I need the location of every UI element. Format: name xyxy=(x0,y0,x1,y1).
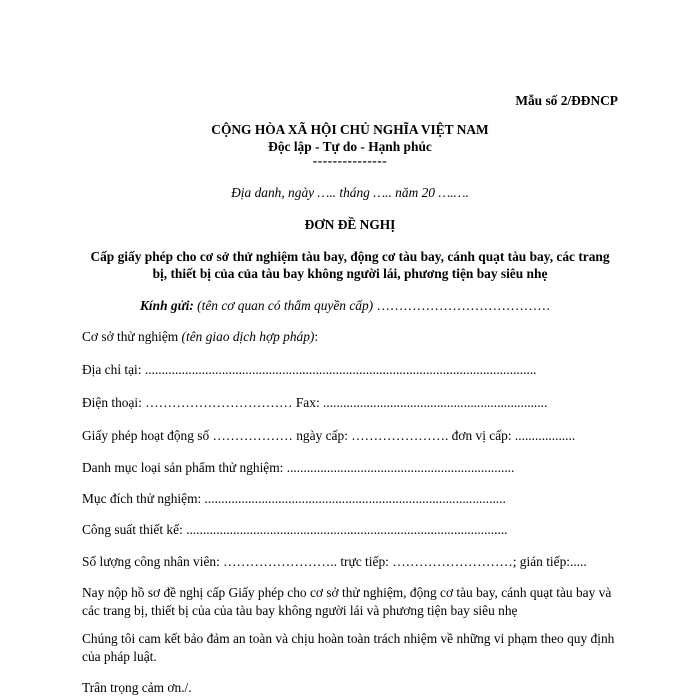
document-subject: Cấp giấy phép cho cơ sở thử nghiệm tàu bay, động cơ tàu bay, cánh quạt tàu bay, các trang bị, thiết bị của của tàu bay không người lái, phương tiện bay siêu nhẹ xyxy=(90,249,610,281)
closing-line: Trân trọng cảm ơn./. xyxy=(82,680,192,695)
recipient-line xyxy=(140,297,551,315)
recipient-hint: (tên cơ quan có thẩm quyền cấp) xyxy=(197,298,374,313)
place-date-line: Địa danh, ngày ….. tháng ….. năm 20 ….…. xyxy=(231,185,469,200)
staff-count-field: Số lượng công nhân viên: …………………….. trực tiếp: ………………………; gián tiếp:..... xyxy=(82,554,587,569)
national-title: CỘNG HÒA XÃ HỘI CHỦ NGHĨA VIỆT NAM xyxy=(211,122,489,137)
form-code: Mẫu số 2/ĐĐNCP xyxy=(515,93,618,108)
recipient-label: Kính gửi: xyxy=(140,298,194,313)
phone-fax-field: Điện thoại: …………………………… Fax: ................................................................... xyxy=(82,395,548,410)
document-title: ĐƠN ĐỀ NGHỊ xyxy=(304,217,396,232)
product-list-field: Danh mục loại sản phẩm thử nghiệm: .................................................................... xyxy=(82,460,515,475)
recipient-dots: ………………………………… xyxy=(373,298,551,313)
license-field: Giấy phép hoạt động số ……………… ngày cấp: …………………. đơn vị cấp: .................. xyxy=(82,428,576,443)
national-motto: Độc lập - Tự do - Hạnh phúc xyxy=(268,139,432,154)
address-field: Địa chỉ tại: ..................................................................................................................... xyxy=(82,362,537,377)
facility-suffix: : xyxy=(314,329,319,344)
facility-label: Cơ sở thử nghiệm xyxy=(82,329,182,344)
motto-divider: --------------- xyxy=(312,153,388,168)
facility-name-field xyxy=(82,328,318,346)
facility-hint: (tên giao dịch hợp pháp) xyxy=(181,329,315,344)
submission-paragraph: Nay nộp hồ sơ đề nghị cấp Giấy phép cho cơ sở thử nghiệm, động cơ tàu bay, cánh quạt tàu bay và các trang bị, thiết bị của của tàu bay không người lái và phương tiện bay siêu nhẹ xyxy=(82,585,612,618)
purpose-field: Mục đích thử nghiệm: .......................................................................................... xyxy=(82,491,506,506)
commitment-paragraph: Chúng tôi cam kết bảo đảm an toàn và chịu hoàn toàn trách nhiệm về những vi phạm theo quy định của pháp luật. xyxy=(82,631,615,664)
capacity-field: Công suất thiết kế: ................................................................................................ xyxy=(82,522,508,537)
